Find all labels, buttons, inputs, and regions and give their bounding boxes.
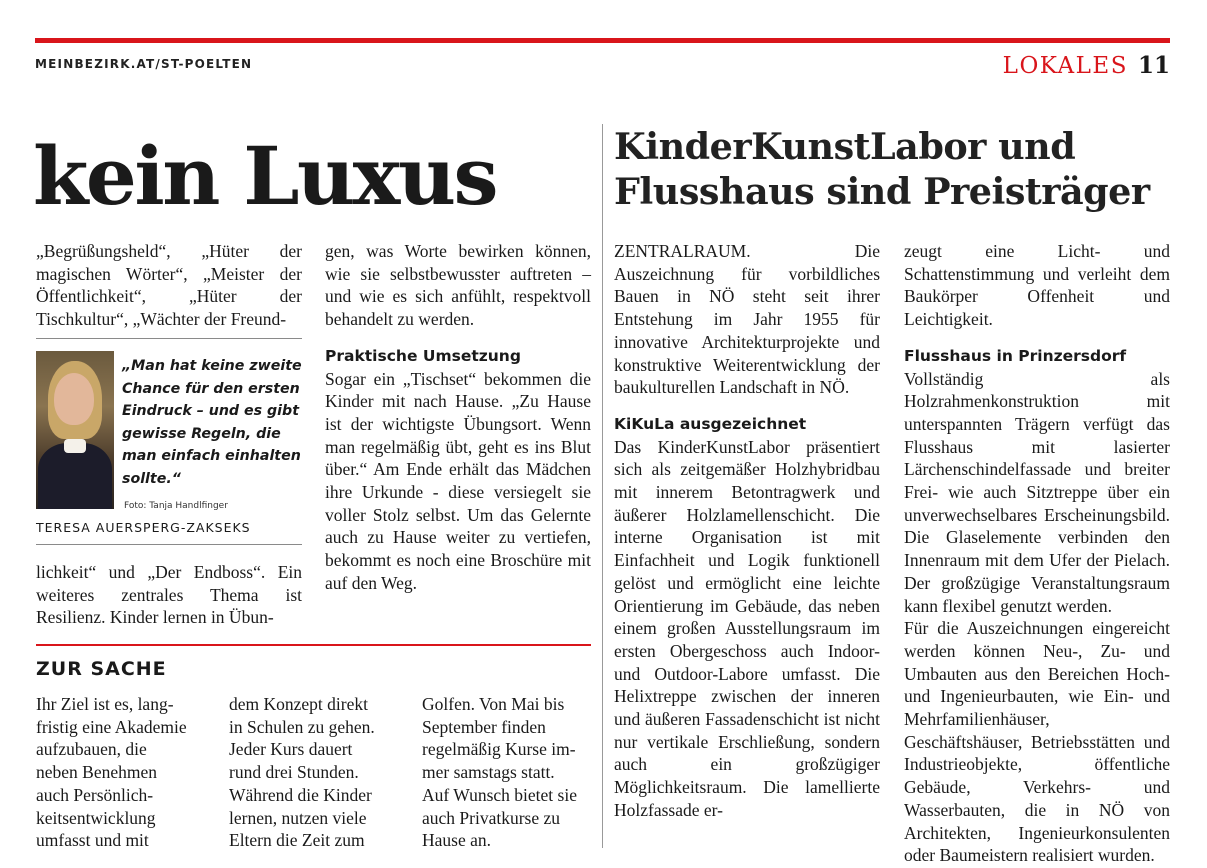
photo-credit: Foto: Tanja Handlfinger [124, 501, 228, 511]
person-name: TERESA AUERSPERG-ZAKSEKS [36, 520, 251, 535]
zur-sache-rule [36, 644, 591, 646]
section-name: LOKALES [1002, 53, 1128, 79]
portrait-photo [36, 351, 114, 509]
left-col2-p2: Sogar ein „Tischset“ bekommen die Kinder mit nach Hause. „Zu Hause ist der wichtigste Übungsort. Wenn man regelmäßig übt, geht es ins Blut über.“ Am Ende erhält das Mädchen ihre Urkunde - diese versiegelt sie voller Stolz selbst. Um das Gelernte auch zu Hause weiter zu vertiefen, bekommt es noch eine Broschüre mit auf den Weg. [325, 368, 591, 593]
site-url: MEINBEZIRK.AT/ST-POELTEN [35, 57, 253, 71]
page-number: 11 [1137, 52, 1170, 79]
column-divider [602, 124, 603, 848]
left-col1-top [36, 240, 302, 331]
left-col1-top-text: „Begrüßungsheld“, „Hüter der magischen Wörter“, „Meister der Öffentlichkeit“, „Hüter der Tischkultur“, „Wächter der Freund- [36, 241, 302, 330]
left-col1-bottom [36, 561, 302, 629]
right-col1 [614, 240, 880, 822]
section-label [1003, 52, 1170, 79]
pull-quote: „Man hat keine zweite Chance für den ersten Eindruck – und es gibt gewisse Regeln, die man einfach einhalten sollte.“ [122, 358, 302, 487]
quote-box-bottom-rule [36, 544, 302, 545]
top-red-rule [35, 38, 1170, 43]
zur-sache-col3: Golfen. Von Mai bis September finden regelmäßig Kurse im- mer samstags statt. Auf Wunsch bietet sie auch Privatkurse zu Hause an. [422, 694, 577, 851]
right-col2-subhead: Flusshaus in Prinzersdorf [904, 346, 1127, 365]
right-col1-p1: ZENTRALRAUM. Die Auszeichnung für vorbildliches Bauen in NÖ steht seit ihrer Entstehung im Jahr 1955 für innovative Architekturprojekte und konstruktive Weiterentwicklung der baukulturellen Landschaft in NÖ. [614, 241, 880, 398]
left-col1-bottom-text: lichkeit“ und „Der Endboss“. Ein weiteres zentrales Thema ist Resilienz. Kinder lernen in Übun- [36, 562, 302, 628]
right-col2-p3: Für die Auszeichnungen eingereicht werden können Neu-, Zu- und Umbauten aus den Bereichen Hoch- und Ingenieurbauten, wie Ein- und Mehrfamilienhäuser, Geschäftshäuser, Betriebsstätten und Industrieobjekte, öffentliche Gebäude, Verkehrs- und Wasserbauten, die in NÖ von Architekten, Ingenieurkonsulenten oder Baumeistern realisiert wurden. [904, 618, 1170, 866]
right-col2 [904, 240, 1170, 867]
quote-box-top-rule [36, 338, 302, 339]
zur-sache-col2: dem Konzept direkt in Schulen zu gehen. Jeder Kurs dauert rund drei Stunden. Während die Kinder lernen, nutzen viele Eltern die Zeit zum [229, 694, 375, 851]
right-col2-p2: Vollständig als Holzrahmenkonstruktion mit unterspannten Trägern verfügt das Flusshaus mit lasierter Lärchenschindelfassade und breiter Frei- wie auch Sitztreppe über ein unverwechselbares Erscheinungsbild. Die Glaselemente verbinden den Innenraum mit dem Ufer der Pielach. Der großzügige Veranstaltungsraum kann flexibel genutzt werden. [904, 368, 1170, 616]
left-col2-subhead: Praktische Umsetzung [325, 346, 521, 365]
right-col1-p2: Das KinderKunstLabor präsentiert sich als zeitgemäßer Holzhybridbau mit innerem Betontragwerk und äußerer Holzlamellenschicht. Die interne Organisation ist mit Einfachheit und Logik funktionell gelöst und ermöglicht eine leichte Orientierung im Gebäude, das neben einem großen Ausstellungsraum im ersten Obergeschoss auch Indoor- und Outdoor-Labore umfasst. Die Helixtreppe zwischen der inneren und äußeren Fassadenschicht ist nicht nur vertikale Erschließung, sondern auch ein großzügiger Möglichkeitsraum. Die lamellierte Holzfassade er- [614, 436, 880, 820]
zur-sache-title: ZUR SACHE [36, 658, 167, 680]
left-col2 [325, 240, 591, 595]
right-headline: KinderKunstLabor und Flusshaus sind Preisträger [614, 125, 1150, 213]
left-headline: kein Luxus [33, 129, 497, 223]
zur-sache-col1: Ihr Ziel ist es, lang- fristig eine Akademie aufzubauen, die neben Benehmen auch Persönlich- keitsentwicklung umfasst und mit [36, 694, 187, 851]
right-col2-p1: zeugt eine Licht- und Schattenstimmung und verleiht dem Baukörper Offenheit und Leichtigkeit. [904, 241, 1170, 330]
right-col1-subhead: KiKuLa ausgezeichnet [614, 414, 807, 433]
left-col2-p1: gen, was Worte bewirken können, wie sie selbstbewusster auftreten – und wie es sich anfühlt, respektvoll behandelt zu werden. [325, 241, 591, 330]
